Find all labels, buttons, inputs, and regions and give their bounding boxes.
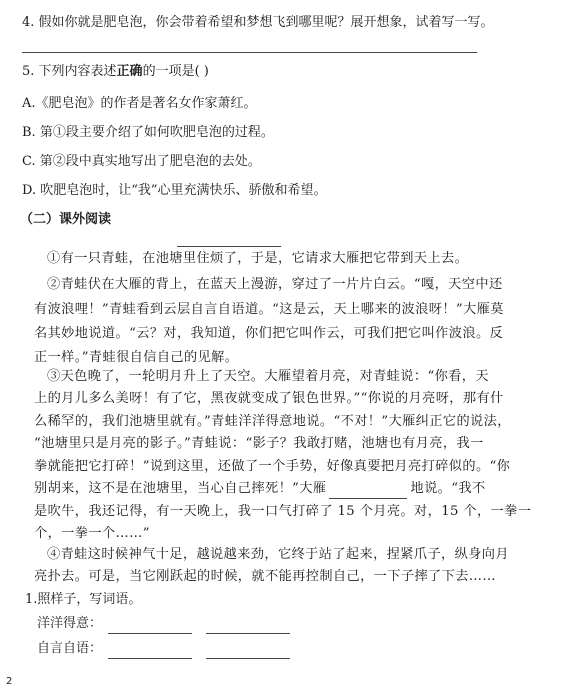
passage-line-part: 别胡来，这不是在池塘里，当心自己摔死！”大雁 <box>34 481 327 496</box>
exercise-item-2 <box>37 639 290 659</box>
option-c[interactable]: C. 第②段中真实地写出了肥皂泡的去处。 <box>22 154 261 169</box>
page-number: 2 <box>6 676 13 687</box>
option-d[interactable]: D. 吹肥皂泡时，让“我”心里充满快乐、骄傲和希望。 <box>22 183 327 198</box>
question-5-prefix: 5. 下列内容表述 <box>22 64 117 79</box>
inline-blank[interactable] <box>329 484 407 499</box>
passage-line: 亮扑去。可是，当它刚跃起的时候，就不能再控制自己，一下子摔了下去…… <box>34 569 496 584</box>
passage-line: 有波浪哩！”青蛙看到云层自言自语道。“这是云，天上哪来的波浪呀！”大雁莫 <box>34 302 504 317</box>
question-4: 4. 假如你就是肥皂泡，你会带着希望和梦想飞到哪里呢？展开想象，试着写一写。 <box>22 15 494 30</box>
exercise-item-label: 自言自语： <box>37 641 103 656</box>
passage-line: 正一样。”青蛙很自信自己的见解。 <box>34 350 239 365</box>
answer-blank[interactable] <box>108 644 192 659</box>
passage-line: ④青蛙这时候神气十足，越说越来劲，它终于站了起来，捏紧爪子，纵身向月 <box>47 547 509 562</box>
answer-blank[interactable] <box>206 644 290 659</box>
passage-line: 拳就能把它打碎！”说到这里，还做了一个手势，好像真要把月亮打碎似的。“你 <box>34 459 511 474</box>
option-a[interactable]: A.《肥皂泡》的作者是著名女作家萧红。 <box>22 96 257 111</box>
exercise-title: 1.照样子，写词语。 <box>25 592 142 607</box>
answer-line[interactable] <box>22 52 477 53</box>
passage-line: 个，一拳一个……” <box>34 526 150 541</box>
question-5-emphasis: 正确 <box>116 64 143 79</box>
option-b[interactable]: B. 第①段主要介绍了如何吹肥皂泡的过程。 <box>22 125 274 140</box>
exercise-item-label: 洋洋得意： <box>37 616 103 631</box>
passage-line: “池塘里只是月亮的影子。”青蛙说：“影子？我敢打赌，池塘也有月亮，我一 <box>34 436 484 451</box>
passage-line-part: 地说。“我不 <box>410 481 486 496</box>
question-5-suffix: 的一项是( ) <box>142 64 209 79</box>
exercise-item-1 <box>37 614 290 634</box>
answer-blank[interactable] <box>108 619 192 634</box>
question-5 <box>22 62 209 82</box>
passage-line: ②青蛙伏在大雁的背上，在蓝天上漫游，穿过了一片片白云。“嘎，天空中还 <box>47 277 503 292</box>
passage-line: 么稀罕的，我们池塘里就有。”青蛙洋洋得意地说。“不对！”大雁纠正它的说法， <box>34 414 511 429</box>
answer-blank[interactable] <box>206 619 290 634</box>
passage-line: 是吹牛，我还记得，有一天晚上，我一口气打碎了 15 个月亮。对，15 个，一拳一 <box>34 504 532 519</box>
passage-line: ③天色晚了，一轮明月升上了天空。大雁望着月亮，对青蛙说：“你看，天 <box>47 369 489 384</box>
passage-line <box>34 479 486 499</box>
passage-line: 名其妙地说道。“云？对，我知道，你们把它叫作云，可我们把它叫作波浪。反 <box>34 326 504 341</box>
title-blank[interactable] <box>177 246 281 247</box>
passage-line: 上的月儿多么美呀！有了它，黑夜就变成了银色世界。”“你说的月亮呀，那有什 <box>34 391 504 406</box>
passage-line: ①有一只青蛙，在池塘里住烦了，于是，它请求大雁把它带到天上去。 <box>47 251 469 266</box>
section-title: （二）课外阅读 <box>20 212 112 227</box>
